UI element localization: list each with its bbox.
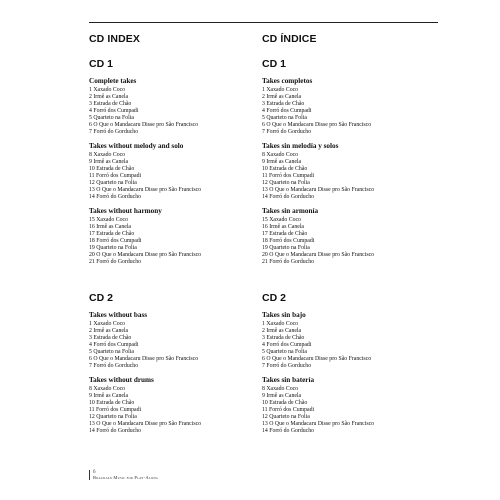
track-item: 8 Xaxado Coco bbox=[262, 151, 299, 158]
track-item: 5 Quarteto na Folia bbox=[89, 114, 134, 121]
cd2-block bbox=[89, 292, 201, 441]
track-item: 6 O Que o Mandacaru Disse pro São Francisco bbox=[262, 355, 372, 362]
section-without-melody bbox=[89, 142, 201, 201]
section-title: Complete takes bbox=[89, 77, 137, 85]
cd1-block bbox=[262, 58, 374, 272]
track-item: 16 Irmê as Canela bbox=[89, 223, 132, 230]
track-item: 2 Irmê as Canela bbox=[262, 93, 302, 100]
track-item: 11 Forró dos Cumpadi bbox=[262, 172, 315, 179]
track-item: 19 Quarteto na Folia bbox=[262, 245, 310, 252]
track-item: 5 Quarteto na Folia bbox=[89, 348, 134, 355]
track-item: 14 Forró do Gorducho bbox=[262, 428, 315, 435]
section-sin-armonia bbox=[262, 207, 374, 266]
track-item: 14 Forró do Gorducho bbox=[262, 194, 315, 201]
top-rule bbox=[262, 22, 438, 23]
track-item: 14 Forró do Gorducho bbox=[89, 428, 142, 435]
track-item: 2 Irmê as Canela bbox=[262, 327, 302, 334]
cd2-title: CD 2 bbox=[89, 292, 113, 304]
track-item: 3 Estrada de Chão bbox=[262, 100, 305, 107]
track-item: 8 Xaxado Coco bbox=[89, 151, 126, 158]
track-item: 10 Estrada de Chão bbox=[262, 165, 308, 172]
track-item: 4 Forró dos Cumpadi bbox=[89, 107, 139, 114]
section-without-bass bbox=[89, 311, 201, 370]
track-item: 19 Quarteto na Folia bbox=[89, 245, 137, 252]
section-complete-takes bbox=[89, 77, 201, 136]
track-item: 7 Forró do Gorducho bbox=[89, 363, 139, 370]
track-item: 11 Forró dos Cumpadi bbox=[89, 172, 142, 179]
track-item: 10 Estrada de Chão bbox=[262, 399, 308, 406]
track-item: 14 Forró do Gorducho bbox=[89, 194, 142, 201]
track-item: 6 O Que o Mandacaru Disse pro São Francisco bbox=[89, 355, 199, 362]
track-item: 9 Irmê as Canela bbox=[89, 158, 129, 165]
index-heading: CD ÍNDICE bbox=[262, 33, 317, 45]
track-item: 21 Forró do Gorducho bbox=[262, 259, 315, 266]
track-item: 1 Xaxado Coco bbox=[262, 320, 299, 327]
track-item: 3 Estrada de Chão bbox=[262, 334, 305, 341]
track-item: 10 Estrada de Chão bbox=[89, 165, 135, 172]
page-footer bbox=[89, 470, 158, 480]
track-item: 15 Xaxado Coco bbox=[262, 216, 301, 223]
track-item: 20 O Que o Mandacaru Disse pro São Francisco bbox=[262, 252, 375, 259]
track-item: 1 Xaxado Coco bbox=[89, 320, 126, 327]
cd1-title: CD 1 bbox=[89, 58, 113, 70]
track-item: 20 O Que o Mandacaru Disse pro São Francisco bbox=[89, 252, 202, 259]
page-number: 6 bbox=[93, 470, 96, 475]
track-item: 1 Xaxado Coco bbox=[89, 86, 126, 93]
track-item: 12 Quarteto na Folia bbox=[89, 414, 137, 421]
track-item: 18 Forró dos Cumpadi bbox=[262, 238, 315, 245]
track-item: 6 O Que o Mandacaru Disse pro São Francisco bbox=[262, 121, 372, 128]
section-title: Takes without melody and solo bbox=[89, 142, 184, 151]
track-item: 5 Quarteto na Folia bbox=[262, 114, 307, 121]
track-item: 4 Forró dos Cumpadi bbox=[262, 107, 312, 114]
section-title: Takes without harmony bbox=[89, 207, 162, 216]
track-item: 2 Irmê as Canela bbox=[89, 327, 129, 334]
track-item: 4 Forró dos Cumpadi bbox=[262, 341, 312, 348]
track-item: 5 Quarteto na Folia bbox=[262, 348, 307, 355]
track-item: 3 Estrada de Chão bbox=[89, 334, 132, 341]
cd1-block bbox=[89, 58, 201, 272]
section-without-drums bbox=[89, 376, 201, 435]
track-item: 17 Estrada de Chão bbox=[89, 231, 135, 237]
track-item: 21 Forró do Gorducho bbox=[89, 259, 142, 266]
section-title: Takes completos bbox=[262, 77, 313, 85]
track-item: 13 O Que o Mandacaru Disse pro São Francisco bbox=[89, 421, 202, 428]
track-item: 10 Estrada de Chão bbox=[89, 399, 135, 406]
section-without-harmony bbox=[89, 207, 201, 266]
track-item: 9 Irmê as Canela bbox=[262, 158, 302, 165]
section-sin-melodia bbox=[262, 142, 374, 201]
track-item: 16 Irmê as Canela bbox=[262, 223, 305, 230]
cd2-title: CD 2 bbox=[262, 292, 286, 304]
section-title: Takes sin batería bbox=[262, 376, 315, 385]
track-item: 3 Estrada de Chão bbox=[89, 100, 132, 107]
section-title: Takes without bass bbox=[89, 311, 148, 319]
section-title: Takes without drums bbox=[89, 376, 154, 385]
track-item: 17 Estrada de Chão bbox=[262, 231, 308, 237]
track-item: 7 Forró do Gorducho bbox=[262, 363, 312, 370]
track-item: 9 Irmê as Canela bbox=[262, 392, 302, 399]
track-item: 1 Xaxado Coco bbox=[262, 86, 299, 93]
track-item: 8 Xaxado Coco bbox=[262, 385, 299, 392]
section-title: Takes sin melodía y solos bbox=[262, 142, 339, 151]
track-item: 2 Irmê as Canela bbox=[89, 93, 129, 100]
track-item: 4 Forró dos Cumpadi bbox=[89, 341, 139, 348]
track-item: 13 O Que o Mandacaru Disse pro São Francisco bbox=[89, 187, 202, 194]
cd2-block bbox=[262, 292, 374, 441]
track-item: 12 Quarteto na Folia bbox=[262, 180, 310, 187]
top-rule bbox=[89, 22, 265, 23]
track-item: 12 Quarteto na Folia bbox=[262, 414, 310, 421]
track-item: 13 O Que o Mandacaru Disse pro São Francisco bbox=[262, 421, 375, 428]
section-sin-bajo bbox=[262, 311, 374, 370]
track-item: 18 Forró dos Cumpadi bbox=[89, 238, 142, 245]
track-item: 11 Forró dos Cumpadi bbox=[89, 406, 142, 413]
section-title: Takes sin bajo bbox=[262, 311, 306, 319]
cd1-title: CD 1 bbox=[262, 58, 286, 70]
section-takes-completos bbox=[262, 77, 374, 136]
track-item: 15 Xaxado Coco bbox=[89, 216, 128, 223]
index-heading: CD INDEX bbox=[89, 33, 140, 45]
track-item: 12 Quarteto na Folia bbox=[89, 180, 137, 187]
book-title: Brazilian Music for Play-Along bbox=[93, 475, 159, 480]
section-title: Takes sin armonía bbox=[262, 207, 319, 216]
track-item: 9 Irmê as Canela bbox=[89, 392, 129, 399]
section-sin-bateria bbox=[262, 376, 374, 435]
track-item: 7 Forró do Gorducho bbox=[262, 129, 312, 136]
track-item: 8 Xaxado Coco bbox=[89, 385, 126, 392]
track-item: 6 O Que o Mandacaru Disse pro São Francisco bbox=[89, 121, 199, 128]
track-item: 7 Forró do Gorducho bbox=[89, 129, 139, 136]
track-item: 13 O Que o Mandacaru Disse pro São Francisco bbox=[262, 187, 375, 194]
track-item: 11 Forró dos Cumpadi bbox=[262, 406, 315, 413]
